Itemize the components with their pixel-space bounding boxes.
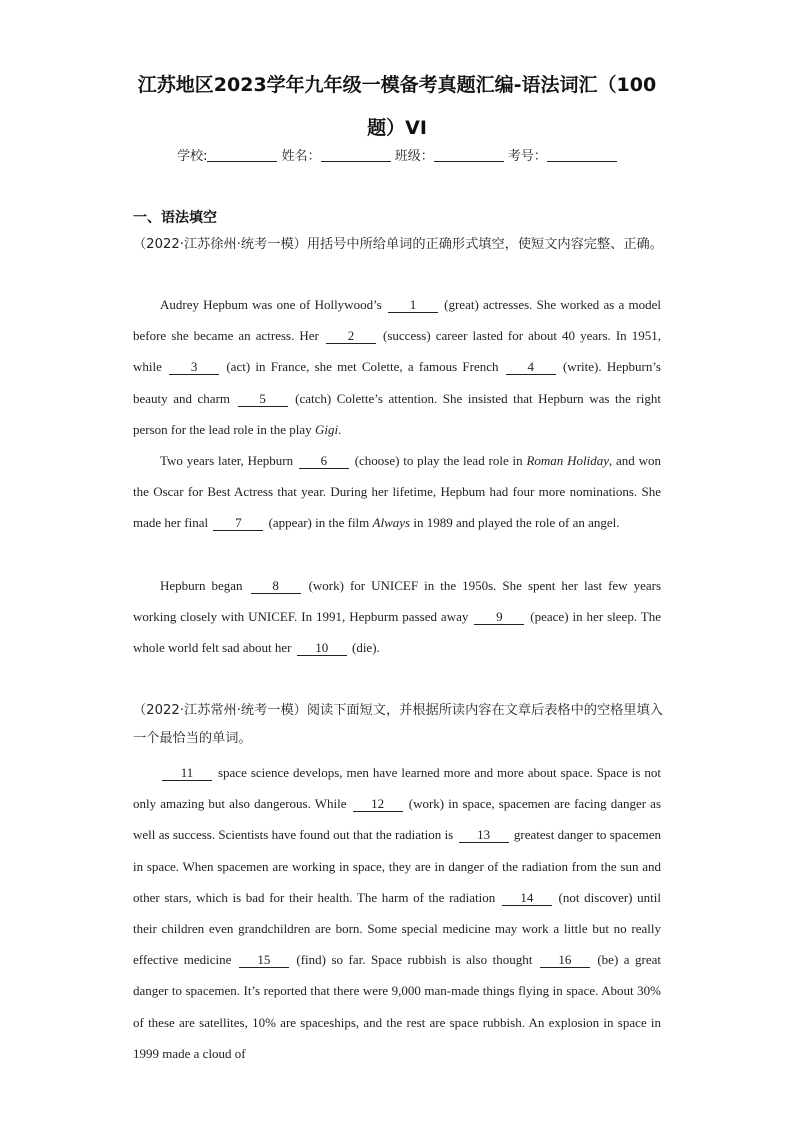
blank-14[interactable]: 14 [502, 891, 552, 906]
part2-instruction: （2022·江苏常州·统考一模）阅读下面短文，并根据所读内容在文章后表格中的空格里填入一个最恰当的单词。 [133, 703, 663, 746]
blank-16[interactable]: 16 [540, 953, 590, 968]
blank-1[interactable]: 1 [388, 298, 438, 313]
blank-3[interactable]: 3 [169, 360, 219, 375]
school-label: 学校: [177, 149, 208, 164]
blank-10[interactable]: 10 [297, 641, 347, 656]
name-label: 姓名： [281, 149, 321, 164]
blank-9[interactable]: 9 [474, 610, 524, 625]
number-label: 考号： [507, 149, 547, 164]
blank-6[interactable]: 6 [299, 454, 349, 469]
school-blank[interactable] [207, 147, 277, 162]
part1-paragraph-3: Hepburn began 8 (work) for UNICEF in the 1950s. She spent her last few years working closely with UNICEF. In 1991, Hepburm passed away 9 (peace) in her sleep. The whole world felt sad about her 10 (die). [133, 578, 662, 656]
blank-15[interactable]: 15 [239, 953, 289, 968]
document-title-line2: 题）VI [367, 117, 427, 139]
name-blank[interactable] [321, 147, 391, 162]
part2-paragraph-1: 11 space science develops, men have learned more and more about space. Space is not only amazing but also dangerous. While 12 (work) in space, spacemen are facing danger as well as success. Scientists have found out that the radiation is 13 greatest danger to spacemen in space. When spacemen are working in space, they are in danger of the radiation from the sun and other stars, which is bad for their health. The harm of the radiation 14 (not discover) until their children even grandchildren are born. Some special medicine may work a little but no really effective medicine 15 (find) so far. Space rubbish is also thought 16 (be) a great danger to spacemen. It’s reported that there were 9,000 man-made things flying in space. About 30% of these are satellites, 10% are spaceships, and the rest are space rubbish. An explosion in space in 1999 made a cloud of [133, 765, 662, 1061]
blank-11[interactable]: 11 [162, 766, 212, 781]
part1-paragraph-2: Two years later, Hepburn 6 (choose) to play the lead role in Roman Holiday, and won the Oscar for Best Actress that year. During her lifetime, Hepbum had four more nominations. She made her final 7 (appear) in the film Always in 1989 and played the role of an angel. [133, 453, 662, 531]
class-label: 班级： [394, 149, 434, 164]
blank-5[interactable]: 5 [238, 392, 288, 407]
student-info-line [0, 145, 794, 164]
document-title-line1: 江苏地区2023学年九年级一模备考真题汇编-语法词汇（100 [137, 74, 657, 96]
blank-4[interactable]: 4 [506, 360, 556, 375]
blank-7[interactable]: 7 [213, 516, 263, 531]
blank-12[interactable]: 12 [353, 797, 403, 812]
part1-paragraph-1: Audrey Hepbum was one of Hollywood’s 1 (great) actresses. She worked as a model before she became an actress. Her 2 (success) career lasted for about 40 years. In 1951, while 3 (act) in France, she met Colette, a famous French 4 (write). Hepburn’s beauty and charm 5 (catch) Colette’s attention. She insisted that Hepburn was the right person for the lead role in the play Gigi. [133, 297, 661, 437]
part1-instruction: （2022·江苏徐州·统考一模）用括号中所给单词的正确形式填空，使短文内容完整、正确。 [133, 237, 663, 252]
blank-8[interactable]: 8 [251, 579, 301, 594]
number-blank[interactable] [547, 147, 617, 162]
blank-13[interactable]: 13 [459, 828, 509, 843]
blank-2[interactable]: 2 [326, 329, 376, 344]
class-blank[interactable] [434, 147, 504, 162]
section-heading: 一、语法填空 [133, 210, 217, 226]
